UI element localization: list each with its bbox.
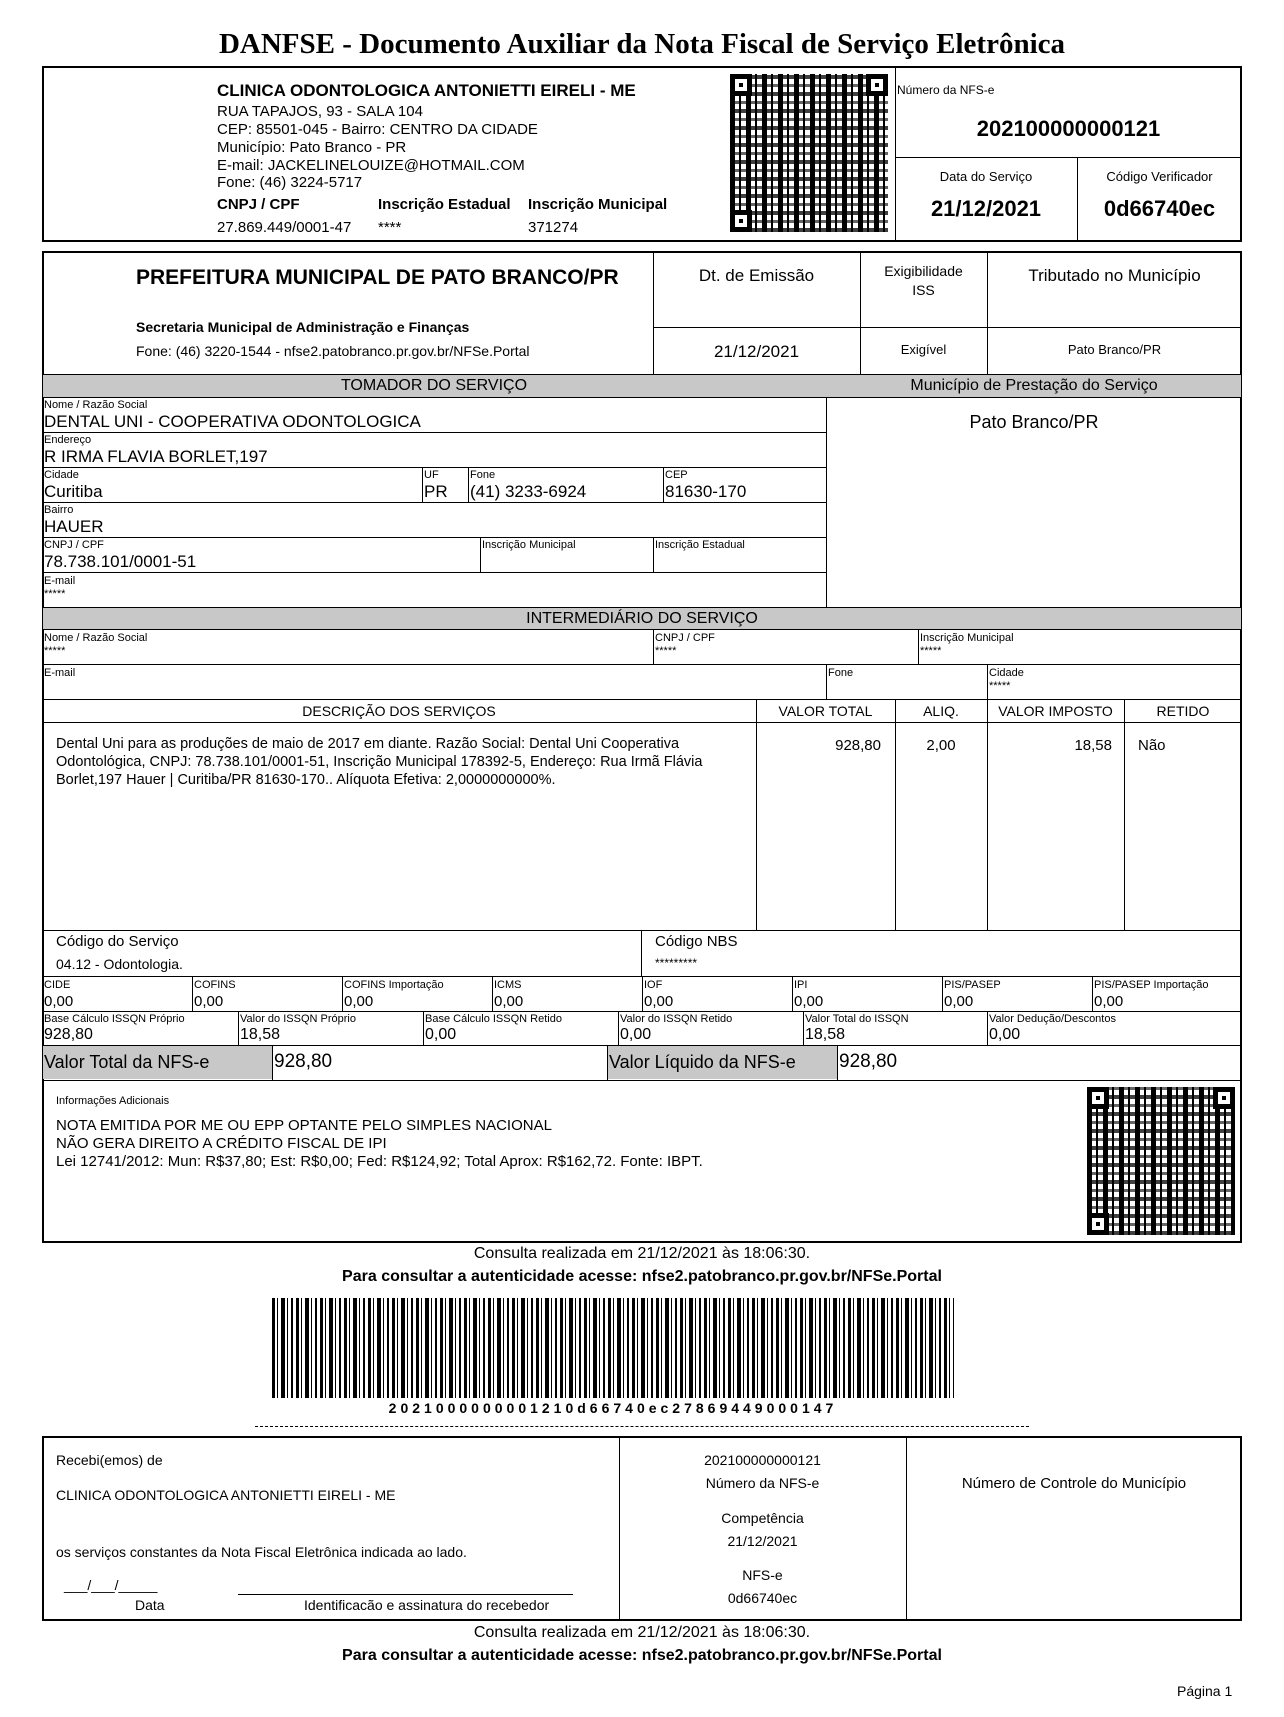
servicos-h-total: VALOR TOTAL xyxy=(778,703,873,719)
tomador-fone-label: Fone xyxy=(470,469,496,481)
emissao-label: Dt. de Emissão xyxy=(698,266,815,285)
servicos-h-desc: DESCRIÇÃO DOS SERVIÇOS xyxy=(302,703,496,719)
tributo-cofins-imp-label: COFINS Importação xyxy=(344,979,444,991)
canhoto-codigo: 0d66740ec xyxy=(727,1590,798,1606)
servicos-h-retido: RETIDO xyxy=(1156,703,1210,719)
liquido-nfse-label: Valor Líquido da NFS-e xyxy=(609,1052,796,1072)
emitente-cnpj: 27.869.449/0001-47 xyxy=(217,219,352,236)
municipio-prestacao: Pato Branco/PR xyxy=(969,412,1099,432)
codigo-servico-label: Código do Serviço xyxy=(56,933,179,950)
tomador-uf: PR xyxy=(424,482,448,501)
servicos-retido: Não xyxy=(1138,737,1166,754)
tributo-icms: 0,00 xyxy=(494,993,524,1010)
tomador-cnpj-label: CNPJ / CPF xyxy=(44,539,104,551)
emitente-ie-label: Inscrição Estadual xyxy=(378,196,511,213)
issqn-deducao: 0,00 xyxy=(989,1026,1021,1043)
tomador-header: TOMADOR DO SERVIÇO xyxy=(340,377,528,394)
barcode-text: 2021000000001210d66740ec27869449000147 xyxy=(388,1400,838,1416)
intermediario-cnpj: ***** xyxy=(655,645,677,657)
info-linha-2: NÃO GERA DIREITO A CRÉDITO FISCAL DE IPI xyxy=(56,1135,387,1152)
intermediario-fone-label: Fone xyxy=(828,667,854,679)
issqn-base-retido: 0,00 xyxy=(425,1026,457,1043)
tributo-cide-label: CIDE xyxy=(44,979,71,991)
intermediario-im: ***** xyxy=(920,645,942,657)
emitente-im-label: Inscrição Municipal xyxy=(528,196,668,213)
emitente-municipio: Município: Pato Branco - PR xyxy=(217,139,407,156)
emitente-nome: CLINICA ODONTOLOGICA ANTONIETTI EIRELI - ME xyxy=(217,81,636,100)
issqn-base: 928,80 xyxy=(44,1026,93,1043)
canhoto-nome: CLINICA ODONTOLOGICA ANTONIETTI EIRELI - ME xyxy=(56,1487,396,1503)
intermediario-im-label: Inscrição Municipal xyxy=(920,632,1014,644)
issqn-valor-label: Valor do ISSQN Próprio xyxy=(240,1013,356,1025)
emitente-endereco: RUA TAPAJOS, 93 - SALA 104 xyxy=(217,103,423,120)
issqn-total-label: Valor Total do ISSQN xyxy=(805,1013,909,1025)
intermediario-email-label: E-mail xyxy=(44,667,76,679)
liquido-nfse: 928,80 xyxy=(839,1051,898,1072)
canhoto-servicos: os serviços constantes da Nota Fiscal Eletrônica indicada ao lado. xyxy=(56,1544,467,1560)
emitente-fone: Fone: (46) 3224-5717 xyxy=(217,174,363,191)
trib-value: Pato Branco/PR xyxy=(1067,342,1162,357)
intermediario-cidade-label: Cidade xyxy=(989,667,1024,679)
emitente-im: 371274 xyxy=(528,219,579,236)
exig-value: Exigível xyxy=(900,342,947,357)
exig-label-2: ISS xyxy=(912,282,935,298)
servicos-descricao: Dental Uni para as produções de maio de 2017 em diante. Razão Social: Dental Uni Cooperativa Odontológica, CNPJ: 78.738.101/0001-51, Inscrição Municipal 178392-5, Endereço: Rua Irmã Flávia Borlet,197 Hauer | Curitiba/PR 81630-170.. Alíquota Efetiva: 2,0000000000%. xyxy=(56,736,703,788)
tomador-nome: DENTAL UNI - COOPERATIVA ODONTOLOGICA xyxy=(44,412,421,431)
canhoto-nfse-label: NFS-e xyxy=(742,1567,783,1583)
header-qr-code-icon xyxy=(730,74,888,232)
emitente-cnpj-label: CNPJ / CPF xyxy=(217,196,300,213)
tomador-cep: 81630-170 xyxy=(665,482,747,501)
servicos-aliq: 2,00 xyxy=(926,737,956,754)
tributo-iof-label: IOF xyxy=(644,979,663,991)
municipio-prestacao-header: Município de Prestação do Serviço xyxy=(910,377,1158,394)
emitente-email: E-mail: JACKELINELOUIZE@HOTMAIL.COM xyxy=(217,157,525,174)
canhoto-numero: 202100000000121 xyxy=(704,1452,821,1468)
issqn-total: 18,58 xyxy=(805,1026,846,1043)
canhoto-competencia-label: Competência xyxy=(721,1510,804,1526)
tributo-pis-label: PIS/PASEP xyxy=(944,979,1001,991)
codigo-nbs: ********* xyxy=(655,956,698,970)
canhoto-numero-label: Número da NFS-e xyxy=(705,1475,820,1491)
footer-acesse: Para consultar a autenticidade acesse: nfse2.patobranco.pr.gov.br/NFSe.Portal xyxy=(342,1647,942,1664)
tributo-cofins: 0,00 xyxy=(194,993,224,1010)
issqn-base-retido-label: Base Cálculo ISSQN Retido xyxy=(425,1013,562,1025)
tomador-endereco: R IRMA FLAVIA BORLET,197 xyxy=(44,447,268,466)
prefeitura-secretaria: Secretaria Municipal de Administração e Finanças xyxy=(136,319,470,335)
nfse-numero-label: Número da NFS-e xyxy=(897,83,995,97)
total-nfse-label: Valor Total da NFS-e xyxy=(44,1052,210,1072)
total-nfse: 928,80 xyxy=(274,1051,333,1072)
intermediario-nome: ***** xyxy=(44,645,66,657)
canhoto-data-label: Data xyxy=(135,1597,165,1613)
tomador-email: ***** xyxy=(44,588,66,600)
tomador-cep-label: CEP xyxy=(665,469,688,481)
issqn-base-label: Base Cálculo ISSQN Próprio xyxy=(44,1013,185,1025)
tomador-ie-label: Inscrição Estadual xyxy=(655,539,745,551)
tomador-nome-label: Nome / Razão Social xyxy=(44,399,148,411)
page-number: Página 1 xyxy=(1177,1683,1233,1699)
tomador-cnpj: 78.738.101/0001-51 xyxy=(44,552,197,571)
tomador-fone: (41) 3233-6924 xyxy=(470,482,587,501)
nfse-data-label: Data do Serviço xyxy=(939,169,1033,184)
prefeitura-contato: Fone: (46) 3220-1544 - nfse2.patobranco.pr.gov.br/NFSe.Portal xyxy=(136,343,530,359)
nfse-numero: 202100000000121 xyxy=(976,116,1161,141)
tomador-uf-label: UF xyxy=(424,469,439,481)
tomador-bairro: HAUER xyxy=(44,517,104,536)
consulta-acesse: Para consultar a autenticidade acesse: nfse2.patobranco.pr.gov.br/NFSe.Portal xyxy=(342,1268,942,1285)
emissao-value: 21/12/2021 xyxy=(713,342,800,361)
issqn-retido: 0,00 xyxy=(620,1026,652,1043)
tributo-cofins-imp: 0,00 xyxy=(344,993,374,1010)
assinatura-line xyxy=(238,1594,573,1595)
info-linha-1: NOTA EMITIDA POR ME OU EPP OPTANTE PELO SIMPLES NACIONAL xyxy=(56,1117,552,1134)
tomador-endereco-label: Endereço xyxy=(44,434,92,446)
intermediario-header: INTERMEDIÁRIO DO SERVIÇO xyxy=(526,610,758,627)
document-title: DANFSE - Documento Auxiliar da Nota Fiscal de Serviço Eletrônica xyxy=(218,28,1066,60)
servicos-total: 928,80 xyxy=(835,737,881,754)
consulta-realizada: Consulta realizada em 21/12/2021 às 18:06:30. xyxy=(473,1245,811,1262)
tomador-email-label: E-mail xyxy=(44,575,76,587)
canhoto-assinatura-label: Identificacão e assinatura do recebedor xyxy=(304,1597,550,1613)
canhoto-controle-label: Número de Controle do Município xyxy=(961,1475,1187,1492)
info-label: Informações Adicionais xyxy=(56,1095,170,1107)
tomador-cidade-label: Cidade xyxy=(44,469,79,481)
intermediario-cnpj-label: CNPJ / CPF xyxy=(655,632,715,644)
exig-label-1: Exigibilidade xyxy=(884,263,963,279)
servicos-h-imposto: VALOR IMPOSTO xyxy=(998,703,1113,719)
tributo-cide: 0,00 xyxy=(44,993,74,1010)
tomador-im-label: Inscrição Municipal xyxy=(482,539,576,551)
tributo-pis-imp-label: PIS/PASEP Importação xyxy=(1094,979,1209,991)
issqn-valor: 18,58 xyxy=(240,1026,281,1043)
nfse-data: 21/12/2021 xyxy=(930,196,1042,221)
tributo-ipi: 0,00 xyxy=(794,993,824,1010)
canhoto-recebi: Recebi(emos) de xyxy=(56,1452,163,1468)
tomador-bairro-label: Bairro xyxy=(44,504,74,516)
trib-label: Tributado no Município xyxy=(1028,266,1201,285)
info-linha-3: Lei 12741/2012: Mun: R$37,80; Est: R$0,00; Fed: R$124,92; Total Aprox: R$162,72. Fonte: IBPT. xyxy=(56,1153,703,1170)
tributo-pis: 0,00 xyxy=(944,993,974,1010)
emitente-ie: **** xyxy=(378,219,402,236)
canhoto-data-line: ___/___/_____ xyxy=(64,1577,158,1593)
canhoto-competencia: 21/12/2021 xyxy=(727,1533,798,1549)
tributo-iof: 0,00 xyxy=(644,993,674,1010)
servicos-imposto: 18,58 xyxy=(1074,737,1112,754)
tributo-pis-imp: 0,00 xyxy=(1094,993,1124,1010)
intermediario-cidade: ***** xyxy=(989,680,1011,692)
issqn-retido-label: Valor do ISSQN Retido xyxy=(620,1013,733,1025)
codigo-servico: 04.12 - Odontologia. xyxy=(56,956,183,972)
info-qr-code-icon xyxy=(1087,1087,1235,1235)
emitente-cep-bairro: CEP: 85501-045 - Bairro: CENTRO DA CIDADE xyxy=(217,121,538,138)
nfse-codigo: 0d66740ec xyxy=(1103,196,1216,221)
nfse-codigo-label: Código Verificador xyxy=(1106,169,1213,184)
cut-line xyxy=(255,1426,1029,1427)
tributo-icms-label: ICMS xyxy=(494,979,522,991)
servicos-h-aliq: ALIQ. xyxy=(923,703,959,719)
codigo-nbs-label: Código NBS xyxy=(655,933,738,950)
issqn-deducao-label: Valor Dedução/Descontos xyxy=(989,1013,1116,1025)
tributo-cofins-label: COFINS xyxy=(194,979,236,991)
tributo-ipi-label: IPI xyxy=(794,979,808,991)
intermediario-nome-label: Nome / Razão Social xyxy=(44,632,148,644)
footer-realizada: Consulta realizada em 21/12/2021 às 18:06:30. xyxy=(473,1624,811,1641)
tomador-cidade: Curitiba xyxy=(44,482,103,501)
prefeitura-nome: PREFEITURA MUNICIPAL DE PATO BRANCO/PR xyxy=(136,266,619,289)
barcode-icon xyxy=(272,1298,954,1398)
